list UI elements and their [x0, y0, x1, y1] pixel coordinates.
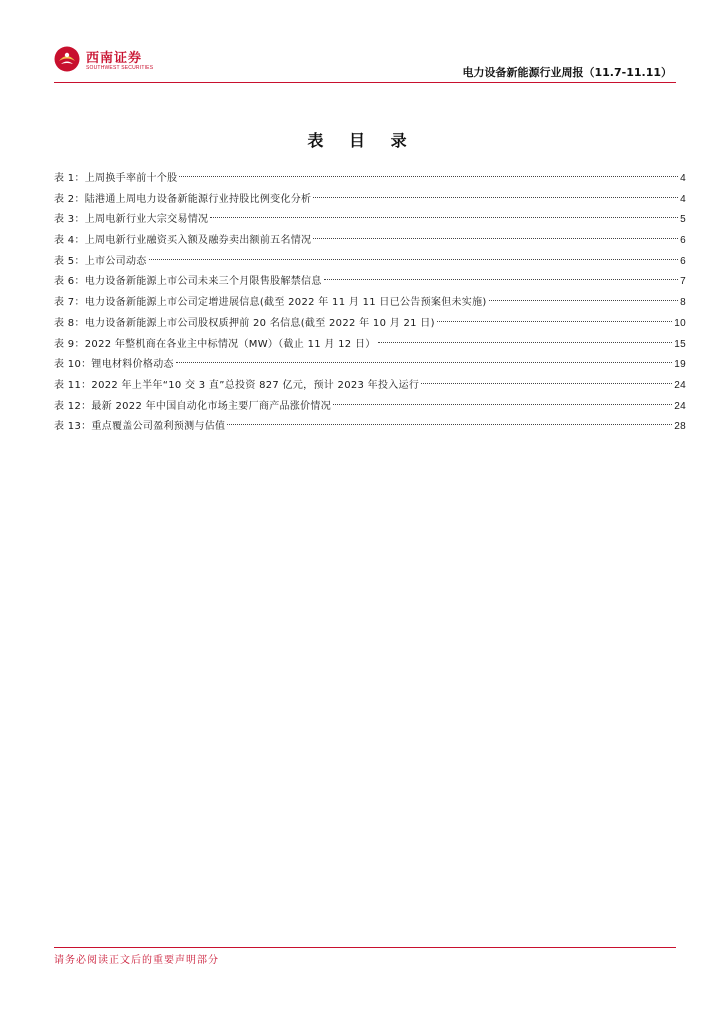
toc-entry[interactable] [54, 210, 686, 231]
toc-entry[interactable] [54, 376, 686, 397]
page-header [54, 40, 676, 82]
toc-entry-label: 表 4：上周电新行业融资买入额及融券卖出额前五名情况 [54, 235, 312, 247]
toc-entry-label: 表 2：陆港通上周电力设备新能源行业持股比例变化分析 [54, 193, 312, 205]
toc-entry-page: 8 [680, 297, 686, 309]
toc-entry[interactable] [54, 272, 686, 293]
toc-dot-leader [489, 300, 679, 301]
toc-entry[interactable] [54, 190, 686, 211]
toc-dot-leader [378, 342, 673, 343]
header-divider [54, 82, 676, 83]
toc-dot-leader [421, 383, 672, 384]
toc-dot-leader [313, 238, 678, 239]
toc-entry-label: 表 3：上周电新行业大宗交易情况 [54, 214, 209, 226]
toc-entry-page: 7 [680, 276, 686, 288]
toc-entry-page: 24 [674, 400, 686, 412]
toc-entry-label: 表 8：电力设备新能源上市公司股权质押前 20 名信息(截至 2022 年 10 月 21 日) [54, 317, 435, 329]
toc-entry-page: 4 [680, 173, 686, 184]
toc-entry-page: 5 [680, 214, 686, 226]
toc-entry-page: 10 [674, 317, 686, 329]
toc-entry-label: 表 9：2022 年整机商在各业主中标情况（MW）（截止 11 月 12 日） [54, 338, 376, 350]
toc-entry-label: 表 10：锂电材料价格动态 [54, 359, 174, 371]
toc-entry-label: 表 13：重点覆盖公司盈利预测与估值 [54, 421, 226, 433]
company-name-cn: 西南证券 [86, 51, 143, 66]
toc-entry-label: 表 5：上市公司动态 [54, 255, 147, 267]
toc-dot-leader [179, 176, 678, 177]
table-of-tables-list [54, 169, 686, 438]
toc-entry-page: 19 [674, 359, 686, 371]
toc-entry[interactable] [54, 417, 686, 438]
toc-dot-leader [227, 424, 672, 425]
toc-entry-page: 28 [674, 421, 686, 433]
toc-entry[interactable] [54, 169, 686, 190]
toc-entry-label: 表 7：电力设备新能源上市公司定增进展信息(截至 2022 年 11 月 11 日已公告预案但未实施) [54, 297, 487, 309]
toc-dot-leader [333, 404, 672, 405]
disclaimer-note: 请务必阅读正文后的重要声明部分 [54, 955, 219, 966]
toc-dot-leader [149, 259, 679, 260]
toc-entry-page: 15 [674, 338, 686, 350]
company-name-en: SOUTHWEST SECURITIES [86, 65, 154, 71]
toc-entry[interactable] [54, 397, 686, 418]
toc-entry-label: 表 11：2022 年上半年“10 交 3 直”总投资 827 亿元，预计 2023 年投入运行 [54, 379, 420, 391]
toc-entry[interactable] [54, 355, 686, 376]
toc-entry-page: 6 [680, 255, 686, 267]
toc-entry-label: 表 1：上周换手率前十个股 [54, 173, 178, 184]
toc-entry[interactable] [54, 231, 686, 252]
company-logo [54, 44, 184, 76]
toc-dot-leader [313, 197, 678, 198]
toc-entry-label: 表 12：最新 2022 年中国自动化市场主要厂商产品涨价情况 [54, 400, 332, 412]
toc-entry-page: 6 [680, 235, 686, 247]
toc-dot-leader [324, 279, 678, 280]
company-logo-icon [54, 46, 80, 72]
toc-entry-label: 表 6：电力设备新能源上市公司未来三个月限售股解禁信息 [54, 276, 322, 288]
toc-entry-page: 24 [674, 379, 686, 391]
toc-dot-leader [176, 362, 672, 363]
toc-dot-leader [210, 217, 678, 218]
toc-dot-leader [437, 321, 672, 322]
toc-entry[interactable] [54, 293, 686, 314]
toc-entry[interactable] [54, 335, 686, 356]
footer-divider [54, 947, 676, 948]
toc-entry[interactable] [54, 252, 686, 273]
report-title: 电力设备新能源行业周报（11.7-11.11） [462, 66, 672, 79]
table-of-tables-heading: 表 目 录 [307, 131, 417, 150]
toc-entry-page: 4 [680, 193, 686, 205]
toc-entry[interactable] [54, 314, 686, 335]
